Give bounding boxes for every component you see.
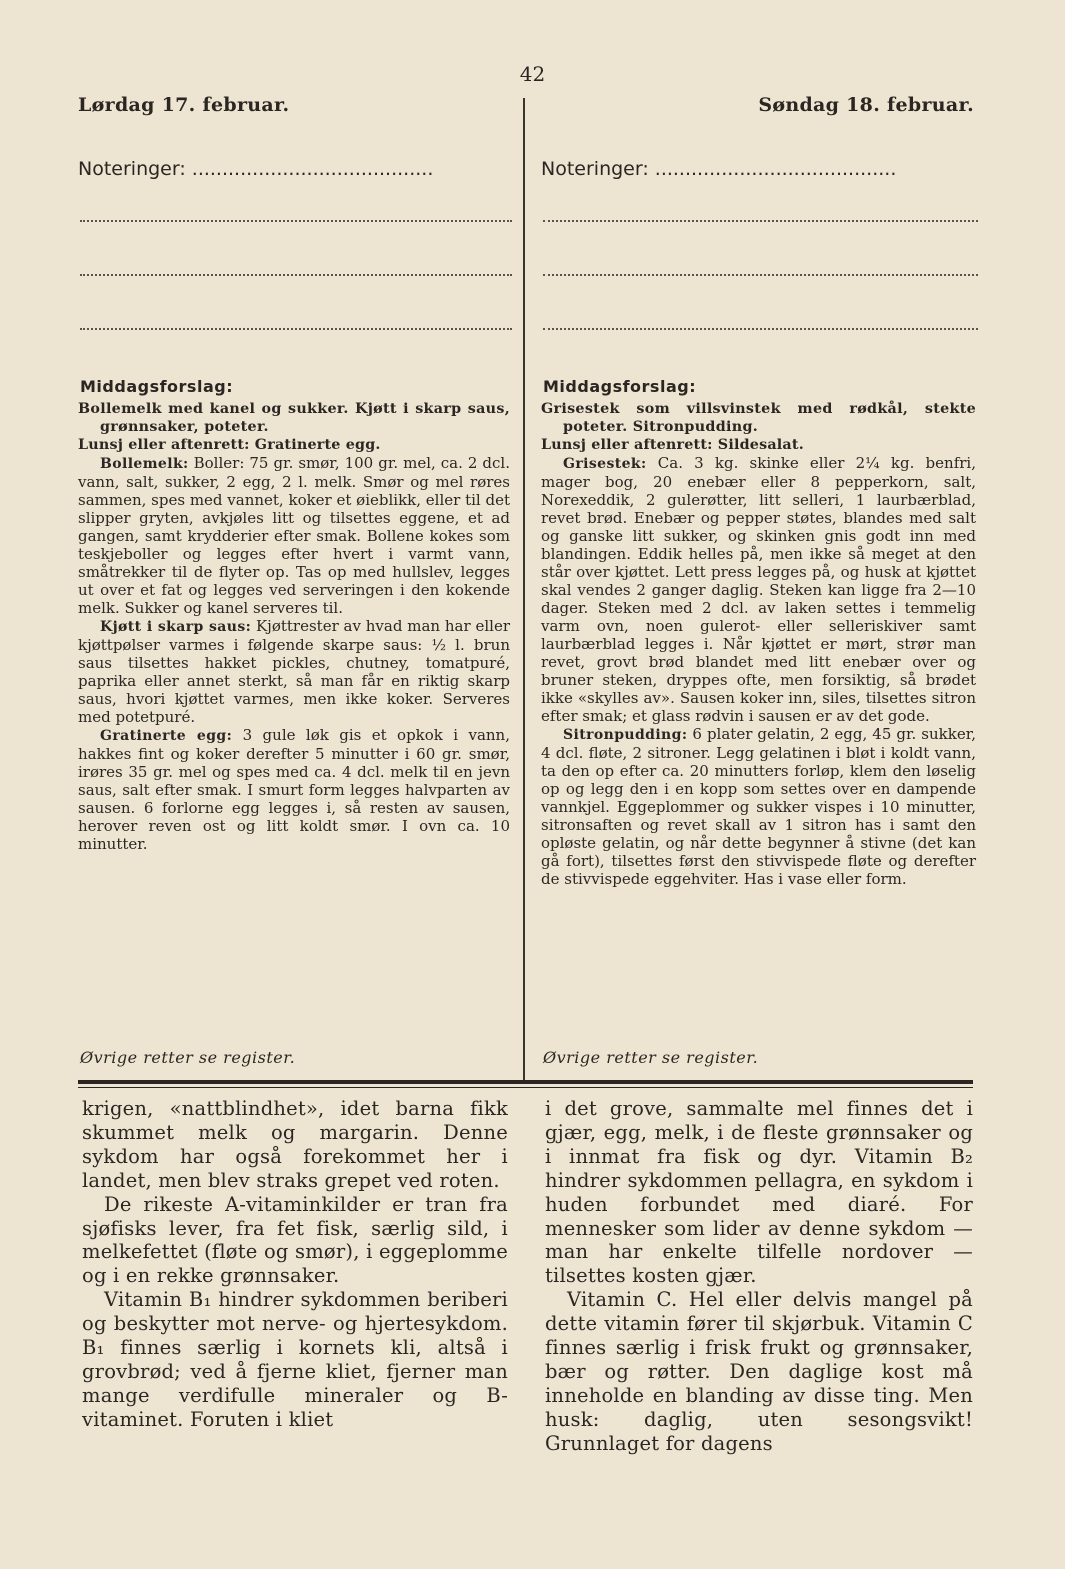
page-number: 42 [519,62,546,86]
article-paragraph: Vitamin C. Hel eller delvis mangel på dette vitamin fører til skjørbuk. Vitamin C finnes særlig i frisk frukt og grønnsaker, bær og røtter. Den daglige kost må inneholde en blanding av disse ting. Men husk: daglig, uten sesongsvikt! Grunnlaget for dagens [545,1288,973,1455]
menu-main: Bollemelk med kanel og sukker. Kjøtt i skarp saus, grønnsaker, poteter. [78,401,510,435]
recipe-paragraph [541,725,976,888]
recipe-name: Sitronpudding: [563,727,688,743]
note-line [543,220,978,222]
article-paragraph: i det grove, sammalte mel finnes det i gjær, egg, melk, i de fleste grønnsaker og i innmat fra fisk og dyr. Vitamin B₂ hindrer sykdommen pellagra, en sykdom i huden forbundet med diaré. For mennesker som lider av denne sykdom — man har enkelte tilfelle nordover — tilsettes kosten gjær. [545,1097,973,1288]
section-rule [78,1080,973,1084]
article-left-column [82,1097,508,1432]
article-paragraph: De rikeste A-vitaminkilder er tran fra sjøfisks lever, fra fet fisk, særlig sild, i melkefettet (fløte og smør), i eggeplomme og i en rekke grønnsaker. [82,1192,508,1288]
column-divider [523,98,525,1080]
day-heading: Lørdag 17. februar. [78,94,290,116]
recipe-text: Kjøttrester av hvad man har eller kjøttpølser varmes i følgende skarpe saus: ½ l. brun saus tilsettes hakket pickles, chutney, tomatpuré, paprika eller annet sterkt, så man får en riktig skarp saus, hvori kjøttet varmes, men ikke koker. Serveres med potetpuré. [78,617,511,726]
recipe-text: 6 plater gelatin, 2 egg, 45 gr. sukker, 4 dcl. fløte, 2 sitroner. Legg gelatinen i bløt i koldt vann, ta den op efter ca. 20 minutters forløp, klem den løselig op og legg den i en kopp som settes over en dampende vannkjel. Eggeplommer og sukker vispes i 10 minutter, sitronsaften og revet skall av 1 sitron has i samt den opløste gelatin, og når dette begynner å stivne (det kan gå fort), tilsettes først den stivvispede fløte og derefter de stivvispede eggehviter. Has i vase eller form. [541,725,976,888]
note-line [543,274,978,276]
note-line [80,220,512,222]
article-paragraph: krigen, «nattblindhet», idet barna fikk skummet melk og margarin. Denne sykdom har også forekommet her i landet, men blev straks grepet ved roten. [82,1097,508,1192]
article-paragraph: Vitamin B₁ hindrer sykdommen beriberi og beskytter mot nerve- og hjertesykdom. B₁ finnes særlig i kornets kli, altså i grovbrød; ved å fjerne kliet, fjerner man mange verdifulle mineraler og B-vitaminet. Foruten i kliet [82,1288,508,1431]
article-right-column [545,1097,973,1456]
menu-lunch: Lunsj eller aftenrett: Sildesalat. [541,437,804,453]
recipe-name: Bollemelk: [100,456,189,472]
day-heading: Søndag 18. februar. [758,94,974,116]
suggestions-label: Middagsforslag: [543,377,697,396]
recipe-name: Kjøtt i skarp saus: [100,619,252,635]
note-line [543,328,978,330]
note-line [80,328,512,330]
note-line [80,274,512,276]
recipe-text: Boller: 75 gr. smør, 100 gr. mel, ca. 2 dcl. vann, salt, sukker, 2 egg, 2 l. melk. Smør og mel røres sammen, spes med vannet, koker et øieblikk, eller til det slipper gryten, avkjøles litt og tilsettes eggene, et ad gangen, samt krydderier efter smak. Bollene kokes som teskjeboller og legges efter hvert i varmt vann, småtrekker til de flyter op. Tas op med hullslev, legges ut over et fat og legges ved serveringen i den kokende melk. Sukker og kanel serveres til. [78,454,510,617]
recipe-paragraph [541,454,976,725]
other-dishes-note: Øvrige retter se register. [543,1048,759,1067]
suggestions-label: Middagsforslag: [80,377,234,396]
recipe-name: Gratinerte egg: [100,728,233,744]
recipe-paragraph [78,617,510,726]
notes-label: Noteringer: ........................................ [541,158,897,180]
recipe-paragraph [78,726,510,853]
recipes-block [78,400,510,853]
other-dishes-note: Øvrige retter se register. [80,1048,296,1067]
menu-lunch: Lunsj eller aftenrett: Gratinerte egg. [78,437,381,453]
recipe-text: Ca. 3 kg. skinke eller 2¼ kg. benfri, mager bog, 20 enebær eller 8 pepperkorn, salt, Norexeddik, 2 gulerøtter, litt selleri, 1 laurbærblad, revet brød. Enebær og pepper støtes, blandes med salt og ganske litt sukker, og skinken gnis godt inn med blandingen. Eddik helles på, men ikke så meget at den står over kjøttet. Lett press legges på, og husk at kjøttet skal vendes 2 ganger daglig. Steken kan ligge fra 2—10 dager. Steken med 2 dcl. av laken settes i temmelig varm ovn, noen gulerot- eller selleriskiver samt laurbærblad legges i. Når kjøttet er mørt, strør man revet, grovt brød blandet med litt enebær over og bruner steken, dryppes ofte, men forsiktig, så brødet ikke «skylles av». Sausen koker inn, siles, tilsettes sitron efter smak; et glass rødvin i sausen er av det gode. [541,454,976,725]
recipe-paragraph [78,454,510,617]
section-rule-thin [78,1087,973,1088]
recipe-name: Grisestek: [563,456,647,472]
recipes-block [541,400,976,888]
notes-label: Noteringer: ........................................ [78,158,434,180]
menu-main: Grisestek som villsvinstek med rødkål, stekte poteter. Sitronpudding. [541,401,976,435]
recipe-text: 3 gule løk gis et opkok i vann, hakkes fint og koker derefter 5 minutter i 60 gr. smør, irøres 35 gr. mel og spes med ca. 4 dcl. melk til en jevn saus, salt efter smak. I smurt form legges halvparten av sausen. 6 forlorne egg legges i, så resten av sausen, herover reven ost og litt koldt smør. I ovn ca. 10 minutter. [78,726,510,853]
